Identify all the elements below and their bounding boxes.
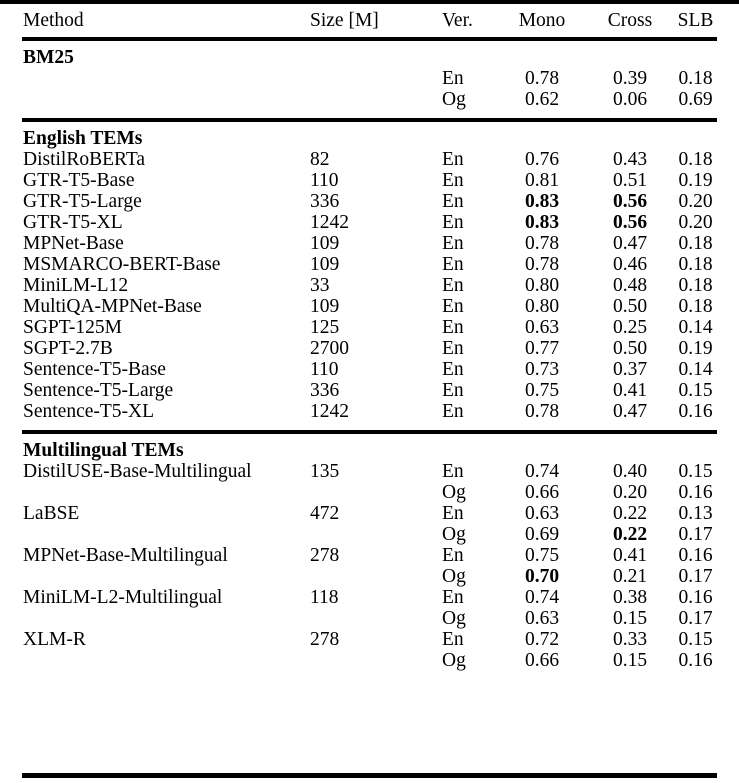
cell-cross: 0.50 xyxy=(612,296,648,317)
cell-mono: 0.73 xyxy=(524,359,560,380)
cell-method xyxy=(22,524,308,545)
table-bottom-rule xyxy=(22,773,717,778)
cell-slb: 0.19 xyxy=(678,170,713,191)
cell-cross: 0.40 xyxy=(612,461,648,482)
section-title-filler xyxy=(586,440,674,461)
cell-slb: 0.15 xyxy=(678,629,713,650)
cell-method xyxy=(22,68,308,89)
cell-slb: 0.18 xyxy=(678,296,713,317)
cell-method xyxy=(22,608,308,629)
cell-mono: 0.69 xyxy=(524,524,560,545)
cell-mono: 0.78 xyxy=(524,401,560,422)
table-row xyxy=(22,482,717,503)
cell-method: MiniLM-L2-Multilingual xyxy=(23,587,223,608)
section-title-row xyxy=(22,47,717,68)
cell-mono: 0.75 xyxy=(524,545,560,566)
section-title-filler xyxy=(674,47,717,68)
section-title: Multilingual TEMs xyxy=(23,440,184,461)
cell-cross: 0.47 xyxy=(612,401,648,422)
section-title-filler xyxy=(586,128,674,149)
cell-method: GTR-T5-XL xyxy=(23,212,123,233)
column-header-size: Size [M] xyxy=(310,10,379,31)
section-title-filler xyxy=(426,128,498,149)
cell-method: MPNet-Base-Multilingual xyxy=(23,545,228,566)
cell-size xyxy=(308,68,426,89)
cell-size: 336 xyxy=(310,191,340,212)
cell-version: En xyxy=(442,503,464,524)
table-row xyxy=(22,608,717,629)
cell-cross: 0.56 xyxy=(612,191,648,212)
cell-mono: 0.74 xyxy=(524,587,560,608)
cell-method: SGPT-2.7B xyxy=(23,338,113,359)
cell-size: 336 xyxy=(310,380,340,401)
column-header-cross: Cross xyxy=(607,10,653,31)
cell-version: En xyxy=(442,317,464,338)
cell-slb: 0.14 xyxy=(678,359,713,380)
cell-size xyxy=(308,89,426,110)
cell-version: En xyxy=(442,461,464,482)
cell-method: Sentence-T5-Large xyxy=(23,380,174,401)
section-title-filler xyxy=(426,47,498,68)
cell-version: Og xyxy=(442,524,466,545)
section-title-filler xyxy=(498,128,586,149)
cell-slb: 0.18 xyxy=(678,275,713,296)
cell-mono: 0.72 xyxy=(524,629,560,650)
cell-method xyxy=(22,482,308,503)
cell-version: En xyxy=(442,68,464,89)
cell-method xyxy=(22,650,308,671)
section-title-filler xyxy=(308,128,426,149)
cell-slb: 0.15 xyxy=(678,461,713,482)
cell-cross: 0.51 xyxy=(612,170,648,191)
cell-method: SGPT-125M xyxy=(23,317,122,338)
table-row xyxy=(22,629,717,650)
cell-version: En xyxy=(442,401,464,422)
cell-size: 33 xyxy=(310,275,330,296)
cell-mono: 0.78 xyxy=(524,233,560,254)
cell-mono: 0.81 xyxy=(524,170,560,191)
section-title-filler xyxy=(674,440,717,461)
cell-size: 278 xyxy=(310,545,340,566)
cell-method xyxy=(22,89,308,110)
cell-slb: 0.16 xyxy=(678,401,713,422)
cell-mono: 0.74 xyxy=(524,461,560,482)
cell-size: 1242 xyxy=(310,401,349,422)
cell-mono: 0.83 xyxy=(524,191,560,212)
cell-cross: 0.06 xyxy=(612,89,648,110)
cell-size: 109 xyxy=(310,296,340,317)
section-title-row xyxy=(22,128,717,149)
cell-version: En xyxy=(442,233,464,254)
cell-size: 118 xyxy=(310,587,339,608)
cell-method: GTR-T5-Large xyxy=(23,191,142,212)
cell-version: En xyxy=(442,170,464,191)
section-title: BM25 xyxy=(23,47,74,68)
cell-version: En xyxy=(442,587,464,608)
table-row xyxy=(22,401,717,422)
cell-mono: 0.63 xyxy=(524,608,560,629)
cell-slb: 0.17 xyxy=(678,608,713,629)
table-row xyxy=(22,233,717,254)
cell-method: XLM-R xyxy=(23,629,86,650)
section-bottom-padding xyxy=(22,110,717,118)
results-table xyxy=(22,4,717,679)
cell-slb: 0.18 xyxy=(678,149,713,170)
cell-slb: 0.13 xyxy=(678,503,713,524)
table-row xyxy=(22,89,717,110)
table-row xyxy=(22,338,717,359)
cell-slb: 0.17 xyxy=(678,524,713,545)
cell-slb: 0.20 xyxy=(678,191,713,212)
cell-mono: 0.70 xyxy=(524,566,560,587)
cell-version: En xyxy=(442,338,464,359)
cell-size: 1242 xyxy=(310,212,349,233)
cell-method: MPNet-Base xyxy=(23,233,124,254)
table-row xyxy=(22,566,717,587)
cell-slb: 0.16 xyxy=(678,587,713,608)
cell-mono: 0.80 xyxy=(524,296,560,317)
cell-slb: 0.18 xyxy=(678,254,713,275)
cell-size: 82 xyxy=(310,149,330,170)
cell-cross: 0.46 xyxy=(612,254,648,275)
cell-version: En xyxy=(442,254,464,275)
cell-version: Og xyxy=(442,650,466,671)
cell-size xyxy=(308,608,426,629)
cell-cross: 0.22 xyxy=(612,503,648,524)
cell-version: En xyxy=(442,629,464,650)
cell-cross: 0.21 xyxy=(612,566,648,587)
cell-method: DistilUSE-Base-Multilingual xyxy=(23,461,252,482)
cell-mono: 0.66 xyxy=(524,482,560,503)
cell-mono: 0.62 xyxy=(524,89,560,110)
cell-slb: 0.16 xyxy=(678,482,713,503)
section-bottom-padding xyxy=(22,671,717,679)
cell-cross: 0.15 xyxy=(612,650,648,671)
cell-size: 110 xyxy=(310,170,339,191)
table-row xyxy=(22,296,717,317)
cell-slb: 0.18 xyxy=(678,233,713,254)
table-row xyxy=(22,212,717,233)
header-row xyxy=(22,4,717,37)
cell-size: 109 xyxy=(310,254,340,275)
table-row xyxy=(22,359,717,380)
section-title-filler xyxy=(308,440,426,461)
section-title-filler xyxy=(498,440,586,461)
cell-mono: 0.77 xyxy=(524,338,560,359)
column-header-method: Method xyxy=(23,10,84,31)
table-row xyxy=(22,170,717,191)
table-row xyxy=(22,380,717,401)
cell-mono: 0.80 xyxy=(524,275,560,296)
cell-cross: 0.37 xyxy=(612,359,648,380)
cell-mono: 0.66 xyxy=(524,650,560,671)
cell-mono: 0.63 xyxy=(524,317,560,338)
cell-version: Og xyxy=(442,89,466,110)
section-title-filler xyxy=(426,440,498,461)
cell-cross: 0.47 xyxy=(612,233,648,254)
cell-cross: 0.15 xyxy=(612,608,648,629)
cell-version: En xyxy=(442,191,464,212)
section-title: English TEMs xyxy=(23,128,143,149)
section-bottom-padding xyxy=(22,422,717,430)
cell-size: 278 xyxy=(310,629,340,650)
section-title-row xyxy=(22,440,717,461)
cell-slb: 0.18 xyxy=(678,68,713,89)
cell-cross: 0.41 xyxy=(612,380,648,401)
table-row xyxy=(22,149,717,170)
table-row xyxy=(22,191,717,212)
cell-mono: 0.83 xyxy=(524,212,560,233)
cell-size: 125 xyxy=(310,317,340,338)
cell-slb: 0.69 xyxy=(678,89,713,110)
cell-mono: 0.75 xyxy=(524,380,560,401)
cell-version: Og xyxy=(442,566,466,587)
cell-size xyxy=(308,482,426,503)
section-title-filler xyxy=(674,128,717,149)
cell-method xyxy=(22,566,308,587)
cell-size xyxy=(308,524,426,545)
cell-cross: 0.25 xyxy=(612,317,648,338)
cell-version: En xyxy=(442,380,464,401)
cell-size xyxy=(308,566,426,587)
cell-method: DistilRoBERTa xyxy=(23,149,146,170)
cell-size: 135 xyxy=(310,461,340,482)
cell-method: Sentence-T5-XL xyxy=(23,401,155,422)
section-title-filler xyxy=(586,47,674,68)
cell-slb: 0.16 xyxy=(678,545,713,566)
cell-cross: 0.20 xyxy=(612,482,648,503)
cell-method: LaBSE xyxy=(23,503,80,524)
cell-size: 109 xyxy=(310,233,340,254)
cell-size xyxy=(308,650,426,671)
cell-version: En xyxy=(442,359,464,380)
cell-version: En xyxy=(442,545,464,566)
table-row xyxy=(22,650,717,671)
cell-slb: 0.14 xyxy=(678,317,713,338)
cell-cross: 0.22 xyxy=(612,524,648,545)
table-row xyxy=(22,254,717,275)
table-row xyxy=(22,503,717,524)
cell-method: GTR-T5-Base xyxy=(23,170,135,191)
table-row xyxy=(22,68,717,89)
cell-size: 2700 xyxy=(310,338,349,359)
cell-version: En xyxy=(442,149,464,170)
cell-cross: 0.39 xyxy=(612,68,648,89)
cell-version: En xyxy=(442,275,464,296)
section-title-filler xyxy=(308,47,426,68)
cell-cross: 0.56 xyxy=(612,212,648,233)
cell-mono: 0.78 xyxy=(524,254,560,275)
cell-version: En xyxy=(442,212,464,233)
cell-slb: 0.15 xyxy=(678,380,713,401)
cell-slb: 0.17 xyxy=(678,566,713,587)
cell-cross: 0.33 xyxy=(612,629,648,650)
section-title-filler xyxy=(498,47,586,68)
cell-mono: 0.76 xyxy=(524,149,560,170)
column-header-slb: SLB xyxy=(677,10,714,31)
cell-size: 472 xyxy=(310,503,340,524)
cell-cross: 0.41 xyxy=(612,545,648,566)
cell-cross: 0.38 xyxy=(612,587,648,608)
table-body xyxy=(22,37,717,679)
cell-size: 110 xyxy=(310,359,339,380)
column-header-ver: Ver. xyxy=(442,10,473,31)
cell-method: MSMARCO-BERT-Base xyxy=(23,254,221,275)
cell-method: Sentence-T5-Base xyxy=(23,359,166,380)
table-row xyxy=(22,545,717,566)
table-row xyxy=(22,317,717,338)
cell-slb: 0.19 xyxy=(678,338,713,359)
cell-version: Og xyxy=(442,608,466,629)
cell-version: En xyxy=(442,296,464,317)
cell-mono: 0.63 xyxy=(524,503,560,524)
cell-cross: 0.50 xyxy=(612,338,648,359)
table-row xyxy=(22,524,717,545)
cell-slb: 0.20 xyxy=(678,212,713,233)
cell-slb: 0.16 xyxy=(678,650,713,671)
cell-cross: 0.48 xyxy=(612,275,648,296)
column-header-mono: Mono xyxy=(518,10,566,31)
cell-method: MultiQA-MPNet-Base xyxy=(23,296,202,317)
table-row xyxy=(22,587,717,608)
table-row xyxy=(22,461,717,482)
cell-mono: 0.78 xyxy=(524,68,560,89)
table-row xyxy=(22,275,717,296)
cell-version: Og xyxy=(442,482,466,503)
cell-cross: 0.43 xyxy=(612,149,648,170)
table-header xyxy=(22,4,717,37)
cell-method: MiniLM-L12 xyxy=(23,275,129,296)
